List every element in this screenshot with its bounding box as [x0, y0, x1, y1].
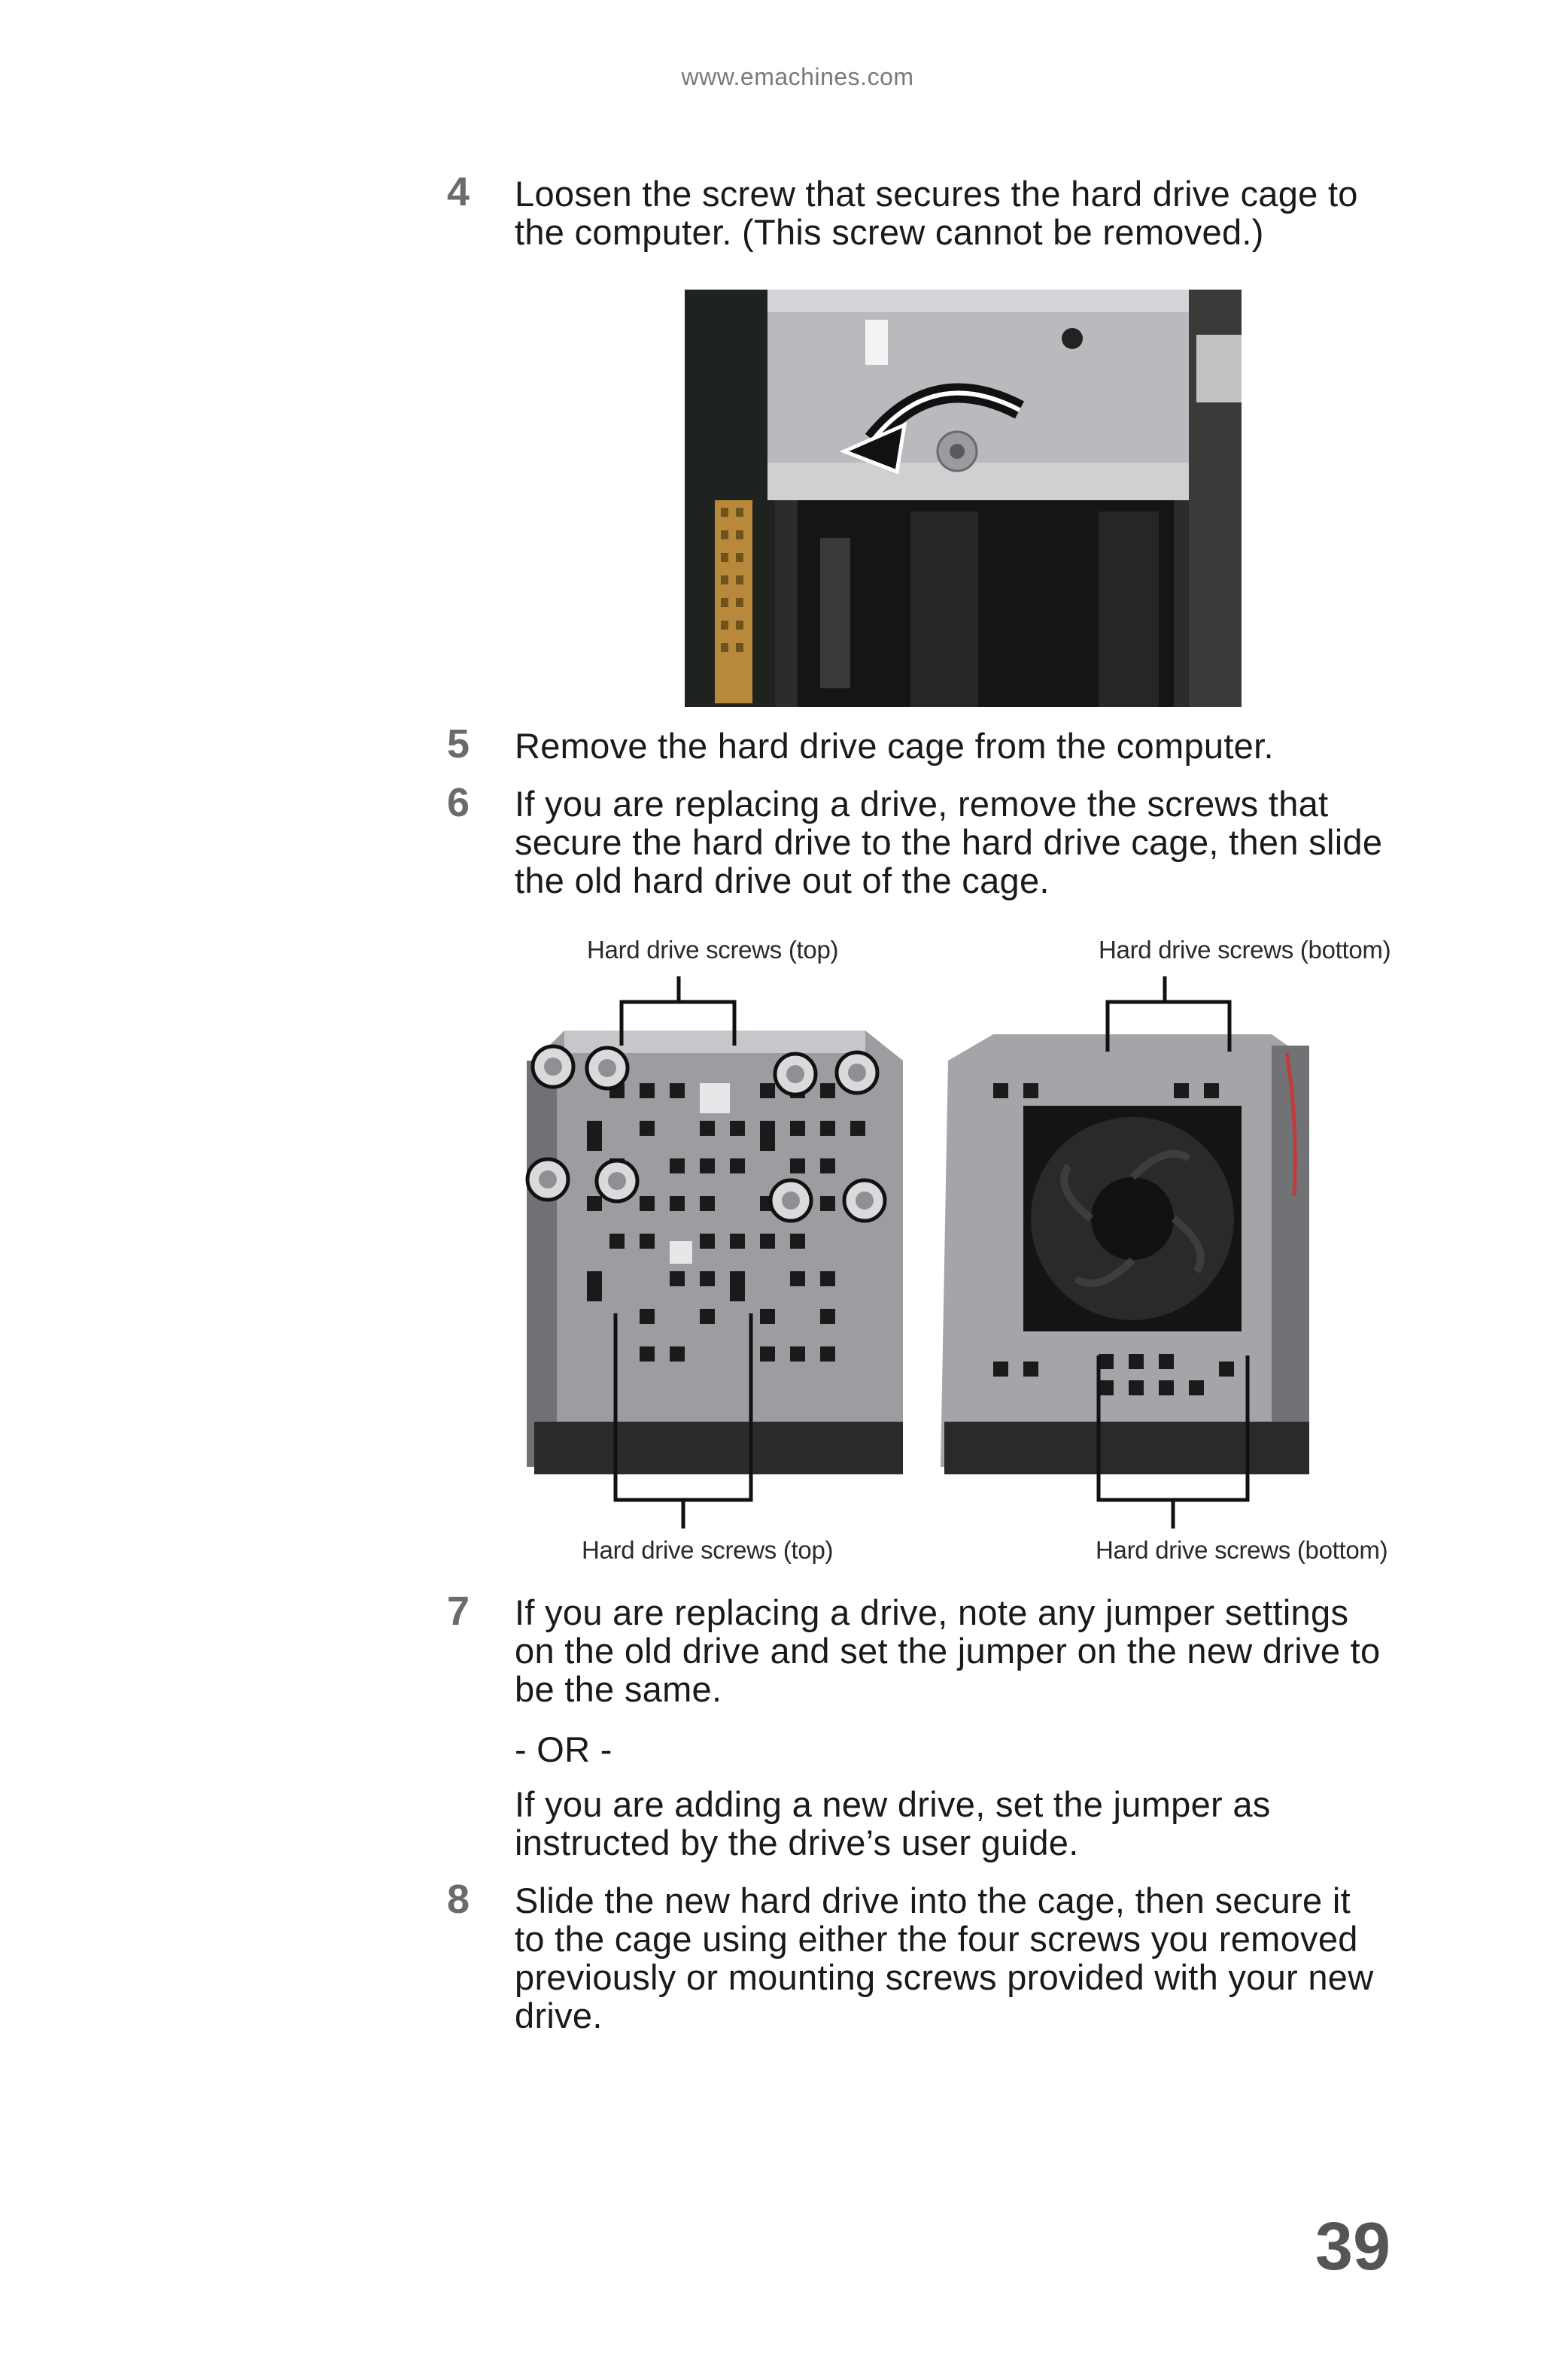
step-4-number: 4 — [447, 169, 470, 214]
step-5-number: 5 — [447, 721, 470, 767]
caption-bottom-right: Hard drive screws (bottom) — [1096, 1536, 1388, 1564]
caption-bottom-left: Hard drive screws (top) — [582, 1536, 834, 1564]
step-7-alt-text: If you are adding a new drive, set the jumper as instructed by the drive’s user guide. — [515, 1784, 1271, 1862]
step-6-number: 6 — [447, 780, 470, 825]
step-7-text: If you are replacing a drive, note any jumper settings on the old drive and set the jumper on the new drive to be the same. — [515, 1592, 1381, 1709]
step-5-text: Remove the hard drive cage from the computer. — [515, 726, 1274, 766]
header-url: www.emachines.com — [681, 63, 914, 90]
caption-top-left: Hard drive screws (top) — [587, 936, 839, 964]
page-number: 39 — [1315, 2209, 1391, 2284]
step-7-number: 7 — [447, 1589, 470, 1634]
step-8-number: 8 — [447, 1877, 470, 1922]
step-8-text: Slide the new hard drive into the cage, then secure it to the cage using either the four screws you removed previously or mounting screws provided with your new drive. — [515, 1881, 1374, 2035]
step-4-text: Loosen the screw that secures the hard drive cage to the computer. (This screw cannot be removed.) — [515, 174, 1358, 252]
caption-top-right: Hard drive screws (bottom) — [1099, 936, 1391, 964]
step-7-or: - OR - — [515, 1729, 612, 1769]
step-6-text: If you are replacing a drive, remove the screws that secure the hard drive to the hard drive cage, then slide the old hard drive out of the cage. — [515, 784, 1383, 900]
